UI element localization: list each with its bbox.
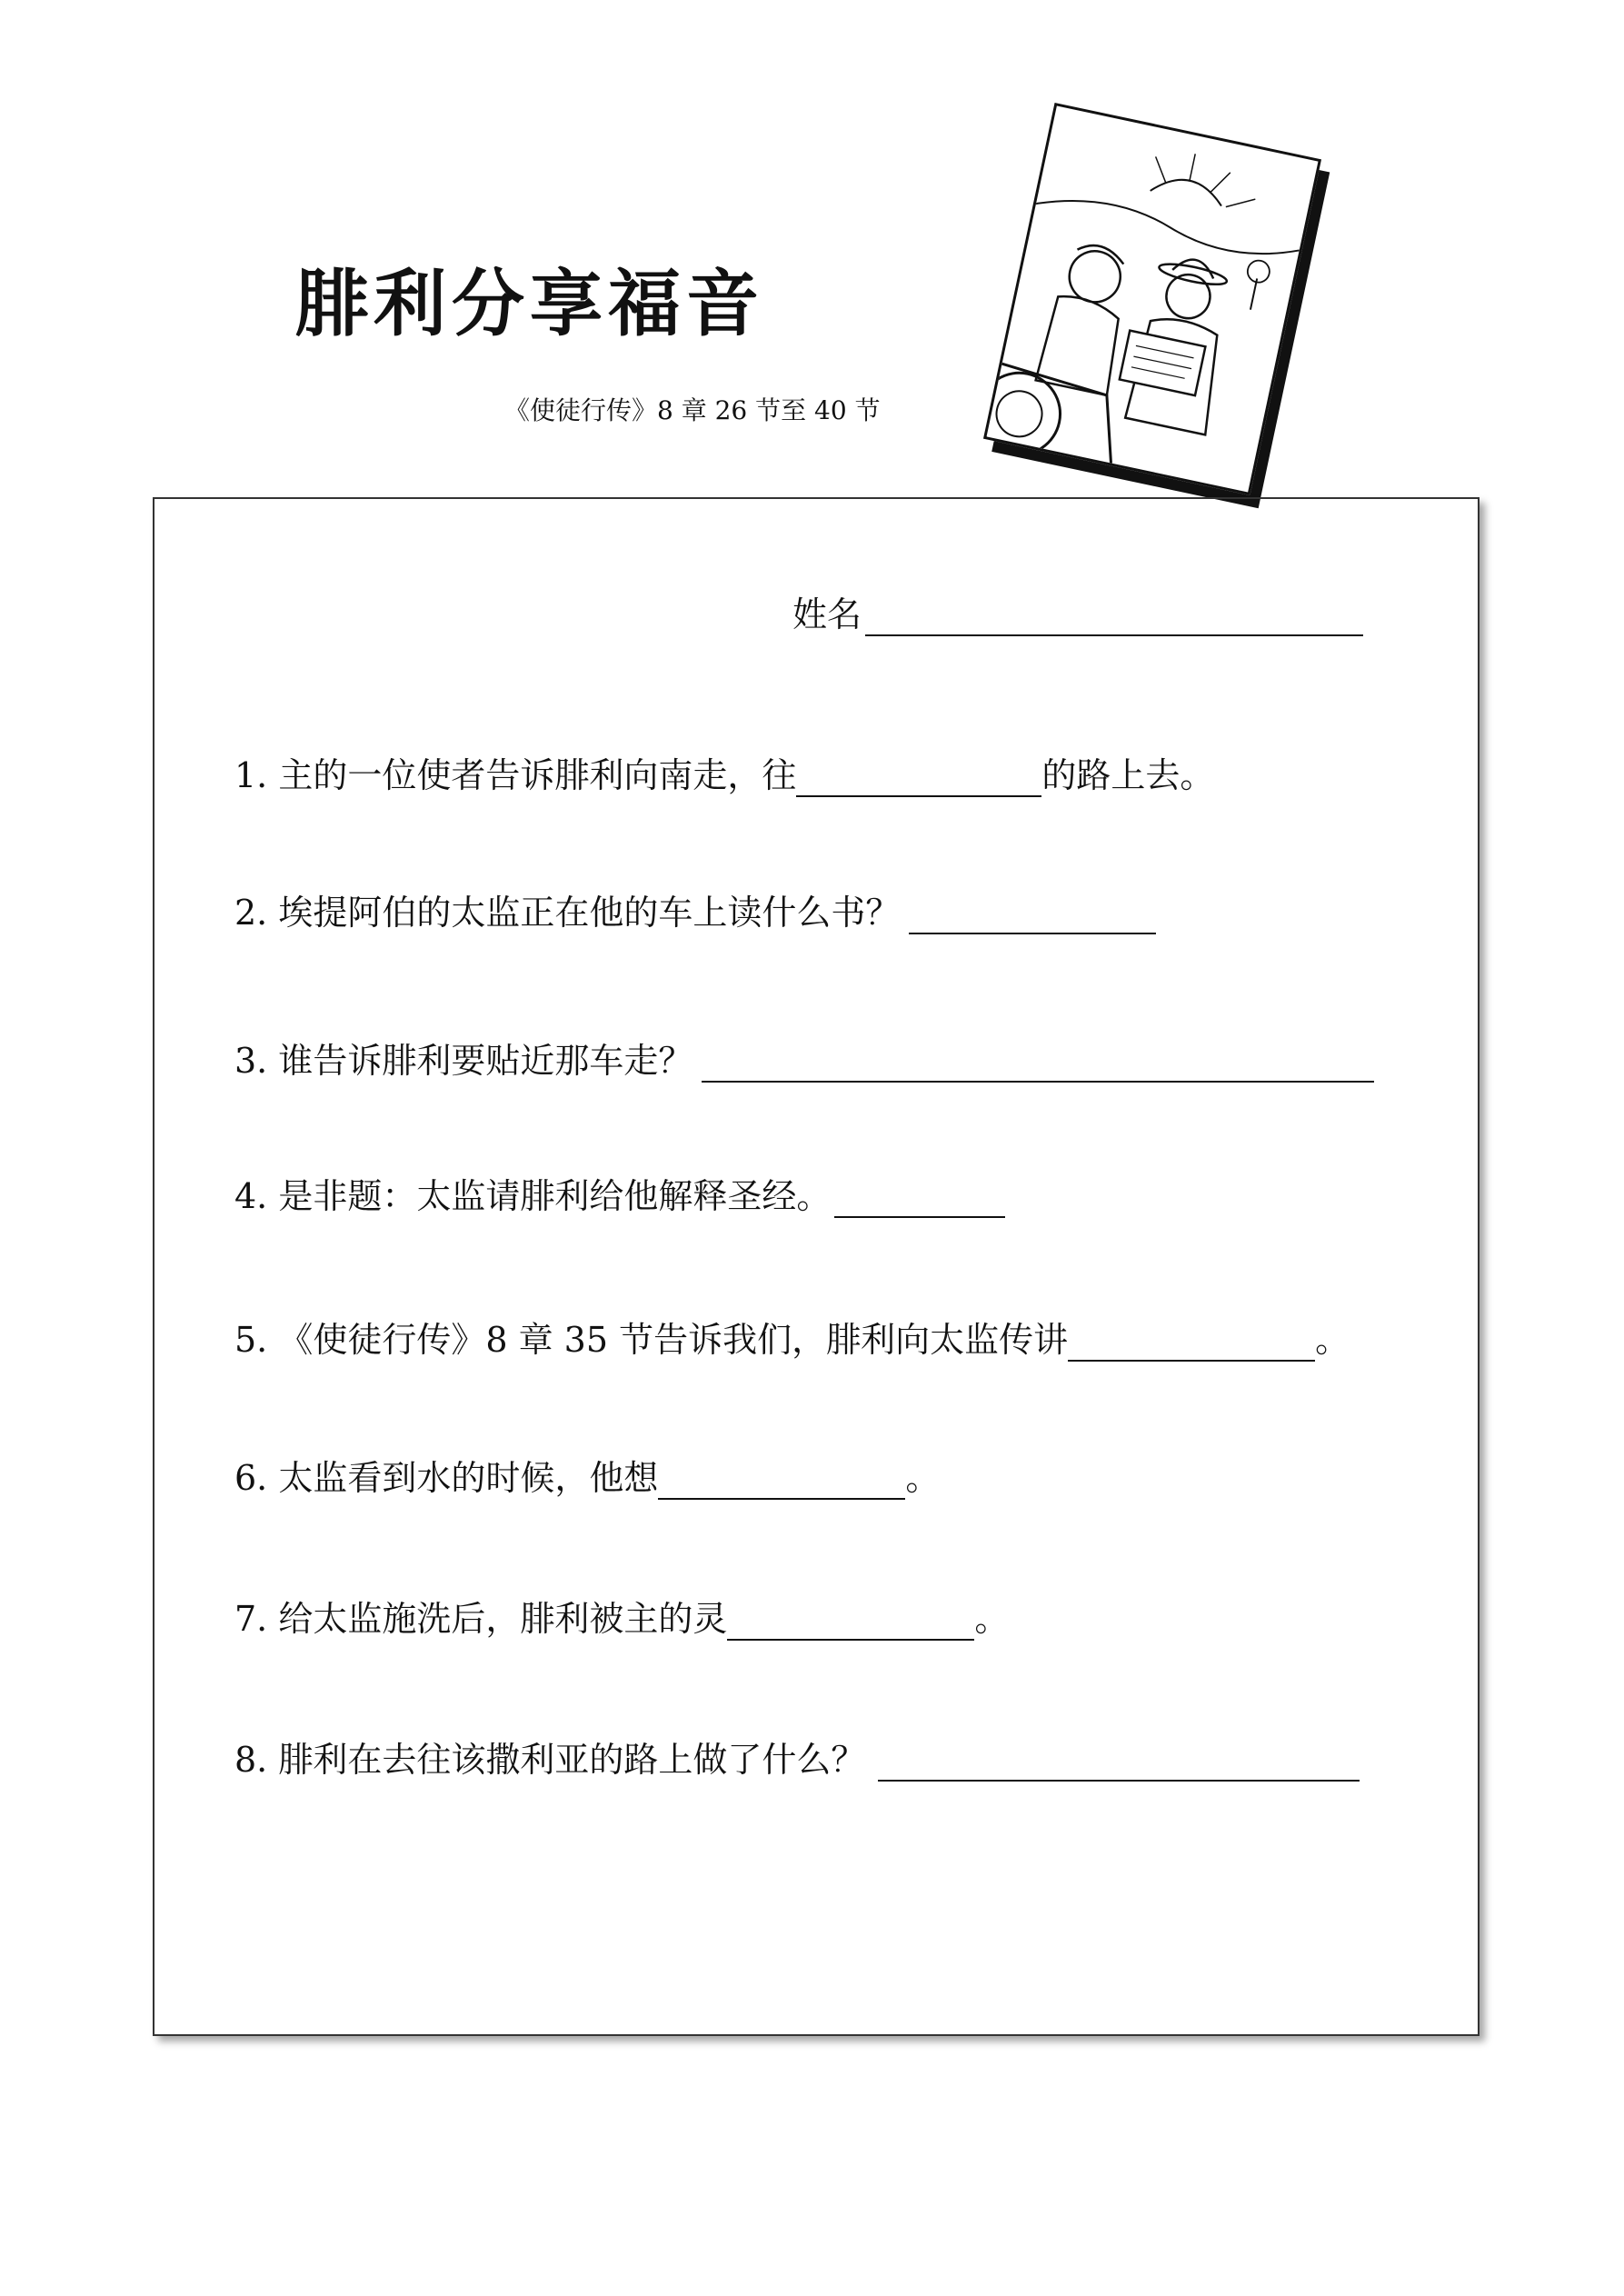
question-5-text: 5. 《使徒行传》8 章 35 节告诉我们，腓利向太监传讲: [234, 1320, 1069, 1360]
question-5: [234, 1312, 1350, 1362]
question-4: [234, 1168, 1009, 1218]
question-7-answer-field[interactable]: [727, 1608, 974, 1641]
question-3: [234, 1033, 1378, 1083]
question-6-text: 6. 太监看到水的时候，他想: [234, 1458, 659, 1498]
question-3-text: 3. 谁告诉腓利要贴近那车走？: [234, 1041, 693, 1081]
question-2: [234, 884, 1160, 934]
question-5-suffix: 。: [1315, 1320, 1350, 1360]
question-1-text: 1. 主的一位使者告诉腓利向南走，往: [234, 755, 797, 795]
illustration: [983, 103, 1321, 495]
question-7-suffix: 。: [974, 1599, 1010, 1639]
question-6-suffix: 。: [905, 1458, 941, 1498]
name-row: [792, 586, 1367, 636]
scripture-reference: 《使徒行传》8 章 26 节至 40 节: [504, 395, 881, 425]
name-field[interactable]: [865, 604, 1363, 636]
question-2-answer-field[interactable]: [909, 902, 1156, 934]
question-7-text: 7. 给太监施洗后，腓利被主的灵: [234, 1599, 728, 1639]
question-7: [234, 1591, 1009, 1641]
question-8-answer-field[interactable]: [878, 1749, 1360, 1782]
question-3-answer-field[interactable]: [702, 1050, 1374, 1083]
question-8-text: 8. 腓利在去往该撒利亚的路上做了什么？: [234, 1740, 866, 1780]
question-1: [234, 747, 1214, 797]
name-label: 姓名: [792, 594, 862, 634]
question-1-answer-field[interactable]: [796, 764, 1041, 797]
question-6-answer-field[interactable]: [658, 1467, 905, 1500]
question-1-suffix: 的路上去。: [1041, 755, 1215, 795]
page-title: 腓利分享福音: [295, 262, 764, 346]
worksheet-box: [153, 497, 1480, 2036]
question-8: [234, 1732, 1363, 1782]
question-4-answer-field[interactable]: [834, 1185, 1005, 1218]
question-4-text: 4. 是非题：太监请腓利给他解释圣经。: [234, 1176, 832, 1216]
question-5-answer-field[interactable]: [1068, 1329, 1315, 1362]
question-6: [234, 1450, 940, 1500]
question-2-text: 2. 埃提阿伯的太监正在他的车上读什么书？: [234, 893, 901, 933]
